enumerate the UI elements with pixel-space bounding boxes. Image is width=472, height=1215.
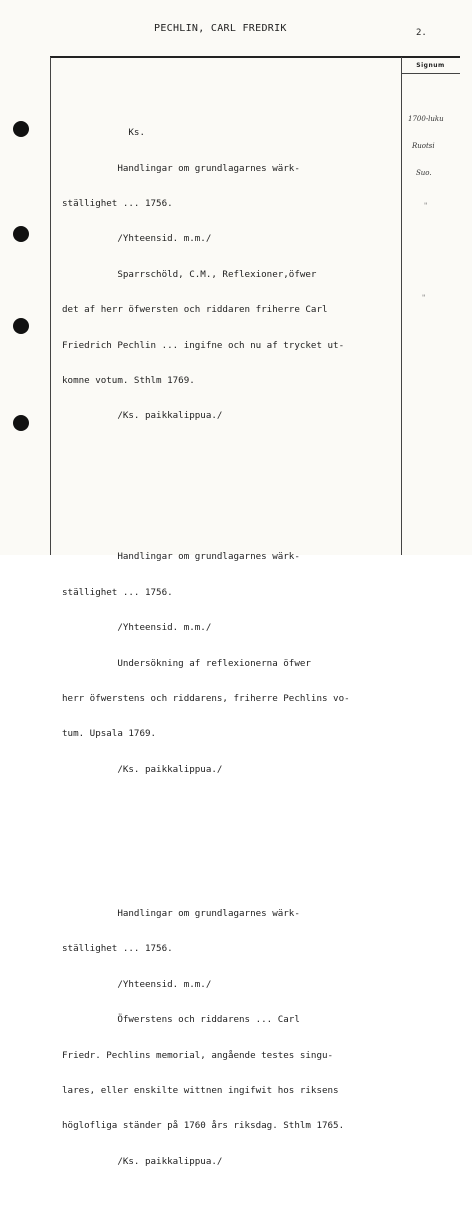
- catalog-entry: [62, 528, 398, 799]
- entry-line: höglofliga ständer på 1760 års riksdag. Sthlm 1765.: [62, 1120, 345, 1132]
- card-title: PECHLIN, CARL FREDRIK: [154, 23, 287, 34]
- entry-line: Handlingar om grundlagarnes wärk-: [62, 908, 300, 919]
- handwritten-line: Suo.: [416, 169, 432, 177]
- entry-line: /Yhteensid. m.m./: [62, 233, 212, 245]
- catalog-entry: [62, 104, 398, 446]
- entry-line: /Ks. paikkalippua./: [62, 410, 223, 422]
- page-number: 2.: [416, 28, 427, 38]
- entry-line: ställighet ... 1756.: [62, 586, 173, 598]
- signum-heading-rule: [401, 73, 460, 74]
- header-rule: [50, 56, 460, 58]
- ditto-mark: ": [424, 202, 428, 210]
- entry-line: Öfwerstens och riddarens ... Carl: [62, 1014, 300, 1026]
- signum-heading: Signum: [416, 62, 445, 69]
- entry-line: Friedr. Pechlins memorial, angående testes singu-: [62, 1049, 334, 1061]
- entry-line: ställighet ... 1756.: [62, 943, 173, 955]
- entry-line: /Ks. paikkalippua./: [62, 763, 223, 775]
- entry-line: herr öfwerstens och riddarens, friherre Pechlins vo-: [62, 693, 350, 705]
- left-margin-rule: [50, 57, 51, 555]
- entry-line: /Yhteensid. m.m./: [62, 622, 212, 634]
- card-body: [62, 80, 398, 1215]
- ditto-mark: ": [422, 294, 426, 302]
- punch-hole: [13, 226, 29, 242]
- entry-line: /Ks. paikkalippua./: [62, 1155, 223, 1167]
- entry-line: komne votum. Sthlm 1769.: [62, 374, 195, 386]
- entry-line: ställighet ... 1756.: [62, 197, 173, 209]
- entry-line: tum. Upsala 1769.: [62, 728, 157, 740]
- punch-hole: [13, 318, 29, 334]
- entry-line: Handlingar om grundlagarnes wärk-: [62, 551, 300, 563]
- punch-hole: [13, 415, 29, 431]
- entry-line: Ks.: [62, 127, 145, 139]
- punch-hole: [13, 121, 29, 137]
- entry-line: Friedrich Pechlin ... ingifne och nu af trycket ut-: [62, 339, 345, 351]
- catalog-entry: [62, 884, 398, 1191]
- entry-line: det af herr öfwersten och riddaren friherre Carl: [62, 304, 328, 316]
- handwritten-signum-note: [408, 97, 444, 196]
- entry-line: lares, eller enskilte wittnen ingifwit hos riksens: [62, 1084, 339, 1096]
- entry-line: Handlingar om grundlagarnes wärk-: [62, 162, 300, 174]
- handwritten-line: Ruotsi: [412, 142, 435, 150]
- handwritten-line: 1700-luku: [408, 115, 444, 123]
- entry-line: Sparrschöld, C.M., Reflexioner,öfwer: [62, 268, 317, 280]
- entry-line: Undersökning af reflexionerna öfwer: [62, 657, 311, 669]
- signum-column-rule: [401, 57, 402, 555]
- entry-line: /Yhteensid. m.m./: [62, 978, 212, 990]
